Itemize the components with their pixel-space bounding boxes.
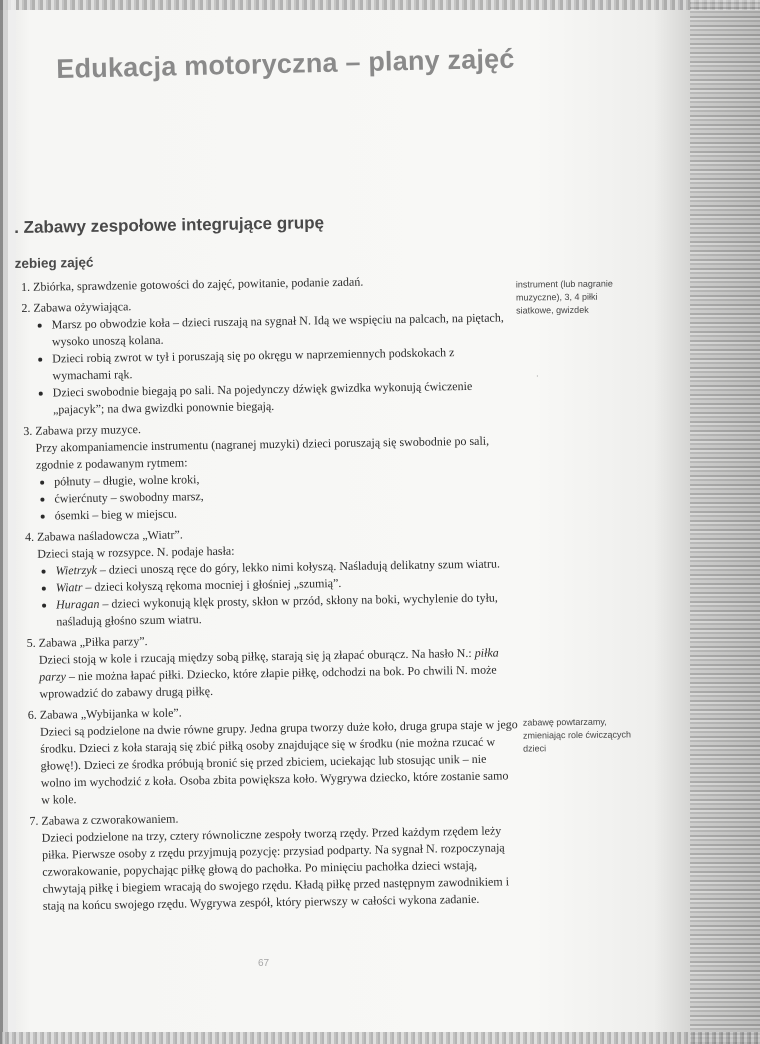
main-content bbox=[14, 210, 521, 919]
command-term: Wiatr bbox=[55, 580, 83, 595]
step-heading: 5. Zabawa „Piłka parzy”. bbox=[38, 634, 148, 650]
section-title: . Zabawy zespołowe integrujące grupę bbox=[14, 213, 325, 238]
step-text: 1. Zbiórka, sprawdzenie gotowości do zajęć, powitanie, podanie zadań. bbox=[32, 274, 364, 294]
step-text bbox=[39, 644, 518, 703]
step-heading: 6. Zabawa „Wybijanka w kole”. bbox=[39, 705, 182, 722]
page-title: Edukacja motoryczna – plany zajęć bbox=[56, 43, 515, 84]
page-number: 67 bbox=[258, 958, 270, 969]
command-description: – dzieci wykonują klęk prosty, skłon w przód, skłony na boki, wychylenie do tyłu, naśladują głośno szum wiatru. bbox=[56, 590, 498, 629]
step-heading: 3. Zabawa przy muzyce. bbox=[35, 422, 142, 438]
scan-edge-left bbox=[0, 0, 16, 1044]
step-bullets bbox=[36, 466, 515, 525]
step-6 bbox=[40, 699, 520, 808]
bullet-item: • Dzieci robią zwrot w tył i poruszają się po okręgu w naprzemiennych podskokach z wymachami rąk. bbox=[52, 343, 512, 384]
command-description: – dzieci unoszą ręce do góry, lekko nimi kołyszą. Naśladują delikatny szum wiatru. bbox=[96, 556, 501, 577]
command-term: Wietrzyk bbox=[55, 562, 97, 578]
step-7 bbox=[41, 805, 521, 914]
sidebar-note-materials: instrument (lub nagranie muzyczne), 3, 4 piłki siatkowe, gwizdek bbox=[515, 278, 613, 316]
step-text: Przy akompaniamencie instrumentu (nagranej muzyki) dzieci poruszają się swobodnie po sali, zgodnie z podawanym rytmem: bbox=[35, 433, 490, 472]
sidebar-note-repeat: zabawę powtarzamy, zmieniając role ćwiczących dzieci bbox=[522, 716, 632, 754]
step-heading: 4. Zabawa naśladowcza „Wiatr”. bbox=[36, 527, 183, 544]
step-5 bbox=[39, 627, 518, 702]
scan-edge-top bbox=[0, 0, 760, 10]
step-bullets bbox=[37, 555, 516, 630]
step-text-part: – nie można łapać piłki. Dziecko, które złapie piłkę, odchodzi na bok. Po chwili N. może wprowadzić do zabawy drugą piłkę. bbox=[39, 662, 497, 701]
step-heading: 2. Zabawa ożywiająca. bbox=[33, 299, 132, 315]
section-subtitle: zebieg zajęć bbox=[14, 254, 94, 272]
scan-speck: · bbox=[536, 372, 539, 381]
command-term: Huragan bbox=[55, 596, 100, 612]
command-description: – dzieci kołyszą rękoma mocniej i głośniej „szumią”. bbox=[82, 575, 342, 595]
bullet-item: • Dzieci swobodnie biegają po sali. Na pojedynczy dźwięk gwizdka wykonują ćwiczenie „pajacyk”; na dwa gwizdki ponownie biegają. bbox=[53, 377, 513, 418]
step-3 bbox=[35, 415, 515, 524]
step-1 bbox=[33, 271, 511, 296]
bullet-item: • ćwierćnuty – swobodny marsz, bbox=[54, 483, 514, 507]
step-bullets bbox=[34, 309, 514, 418]
bullet-item bbox=[56, 589, 516, 630]
step-heading: 7. Zabawa z czworakowaniem. bbox=[41, 811, 179, 828]
step-text: Dzieci są podzielone na dwie równe grupy. Jedna grupa tworzy duże koło, druga grupa staje w jego środku. Dzieci z koła starają się zbić piłką osoby znajdujące się w środku (nie można rzucać w głowę!). Dzieci ze środka próbują bronić się przed zbiciem, uciekając lub stosując unik – nie wolno im wychodzić z koła. Osoba zbita powiększa koło. Wygrywa dziecko, które zostanie samo w kole. bbox=[39, 717, 518, 807]
bullet-item: • ósemki – bieg w miejscu. bbox=[55, 500, 515, 524]
scan-edge-right bbox=[690, 0, 760, 1044]
step-text-part: Dzieci stoją w kole i rzucają między sobą piłkę, starają się ją złapać oburącz. Na hasło N.: bbox=[38, 645, 475, 667]
step-2 bbox=[33, 292, 513, 418]
command-term: piłka parzy bbox=[39, 645, 499, 684]
scan-edge-bottom bbox=[0, 1032, 760, 1044]
step-text: Dzieci stają w rozsypce. N. podaje hasła: bbox=[37, 543, 235, 561]
bullet-item: • półnuty – długie, wolne kroki, bbox=[54, 466, 514, 490]
steps-list bbox=[19, 271, 521, 915]
step-4 bbox=[37, 521, 517, 630]
step-text: Dzieci podzielone na trzy, cztery równoliczne zespoły tworzą rzędy. Przed każdym rzędem leży piłka. Pierwsze osoby z rzędu przyjmują pozycję: przysiad podparty. Na sygnał N. rozpoczynają czworakowanie, popychając piłkę głową do pachołka. Po minięciu pachołka dzieci wstają, chwytają piłkę i biegiem wracają do swojego rzędu. Kładą piłkę przed następnym zawodnikiem i stają na końcu swojego rzędu. Wygrywa zespół, który pierwszy w całości wykona zadanie. bbox=[41, 823, 510, 913]
bullet-item: • Marsz po obwodzie koła – dzieci ruszają na sygnał N. Idą we wspięciu na palcach, na piętach, wysoko unoszą kolana. bbox=[52, 309, 512, 350]
